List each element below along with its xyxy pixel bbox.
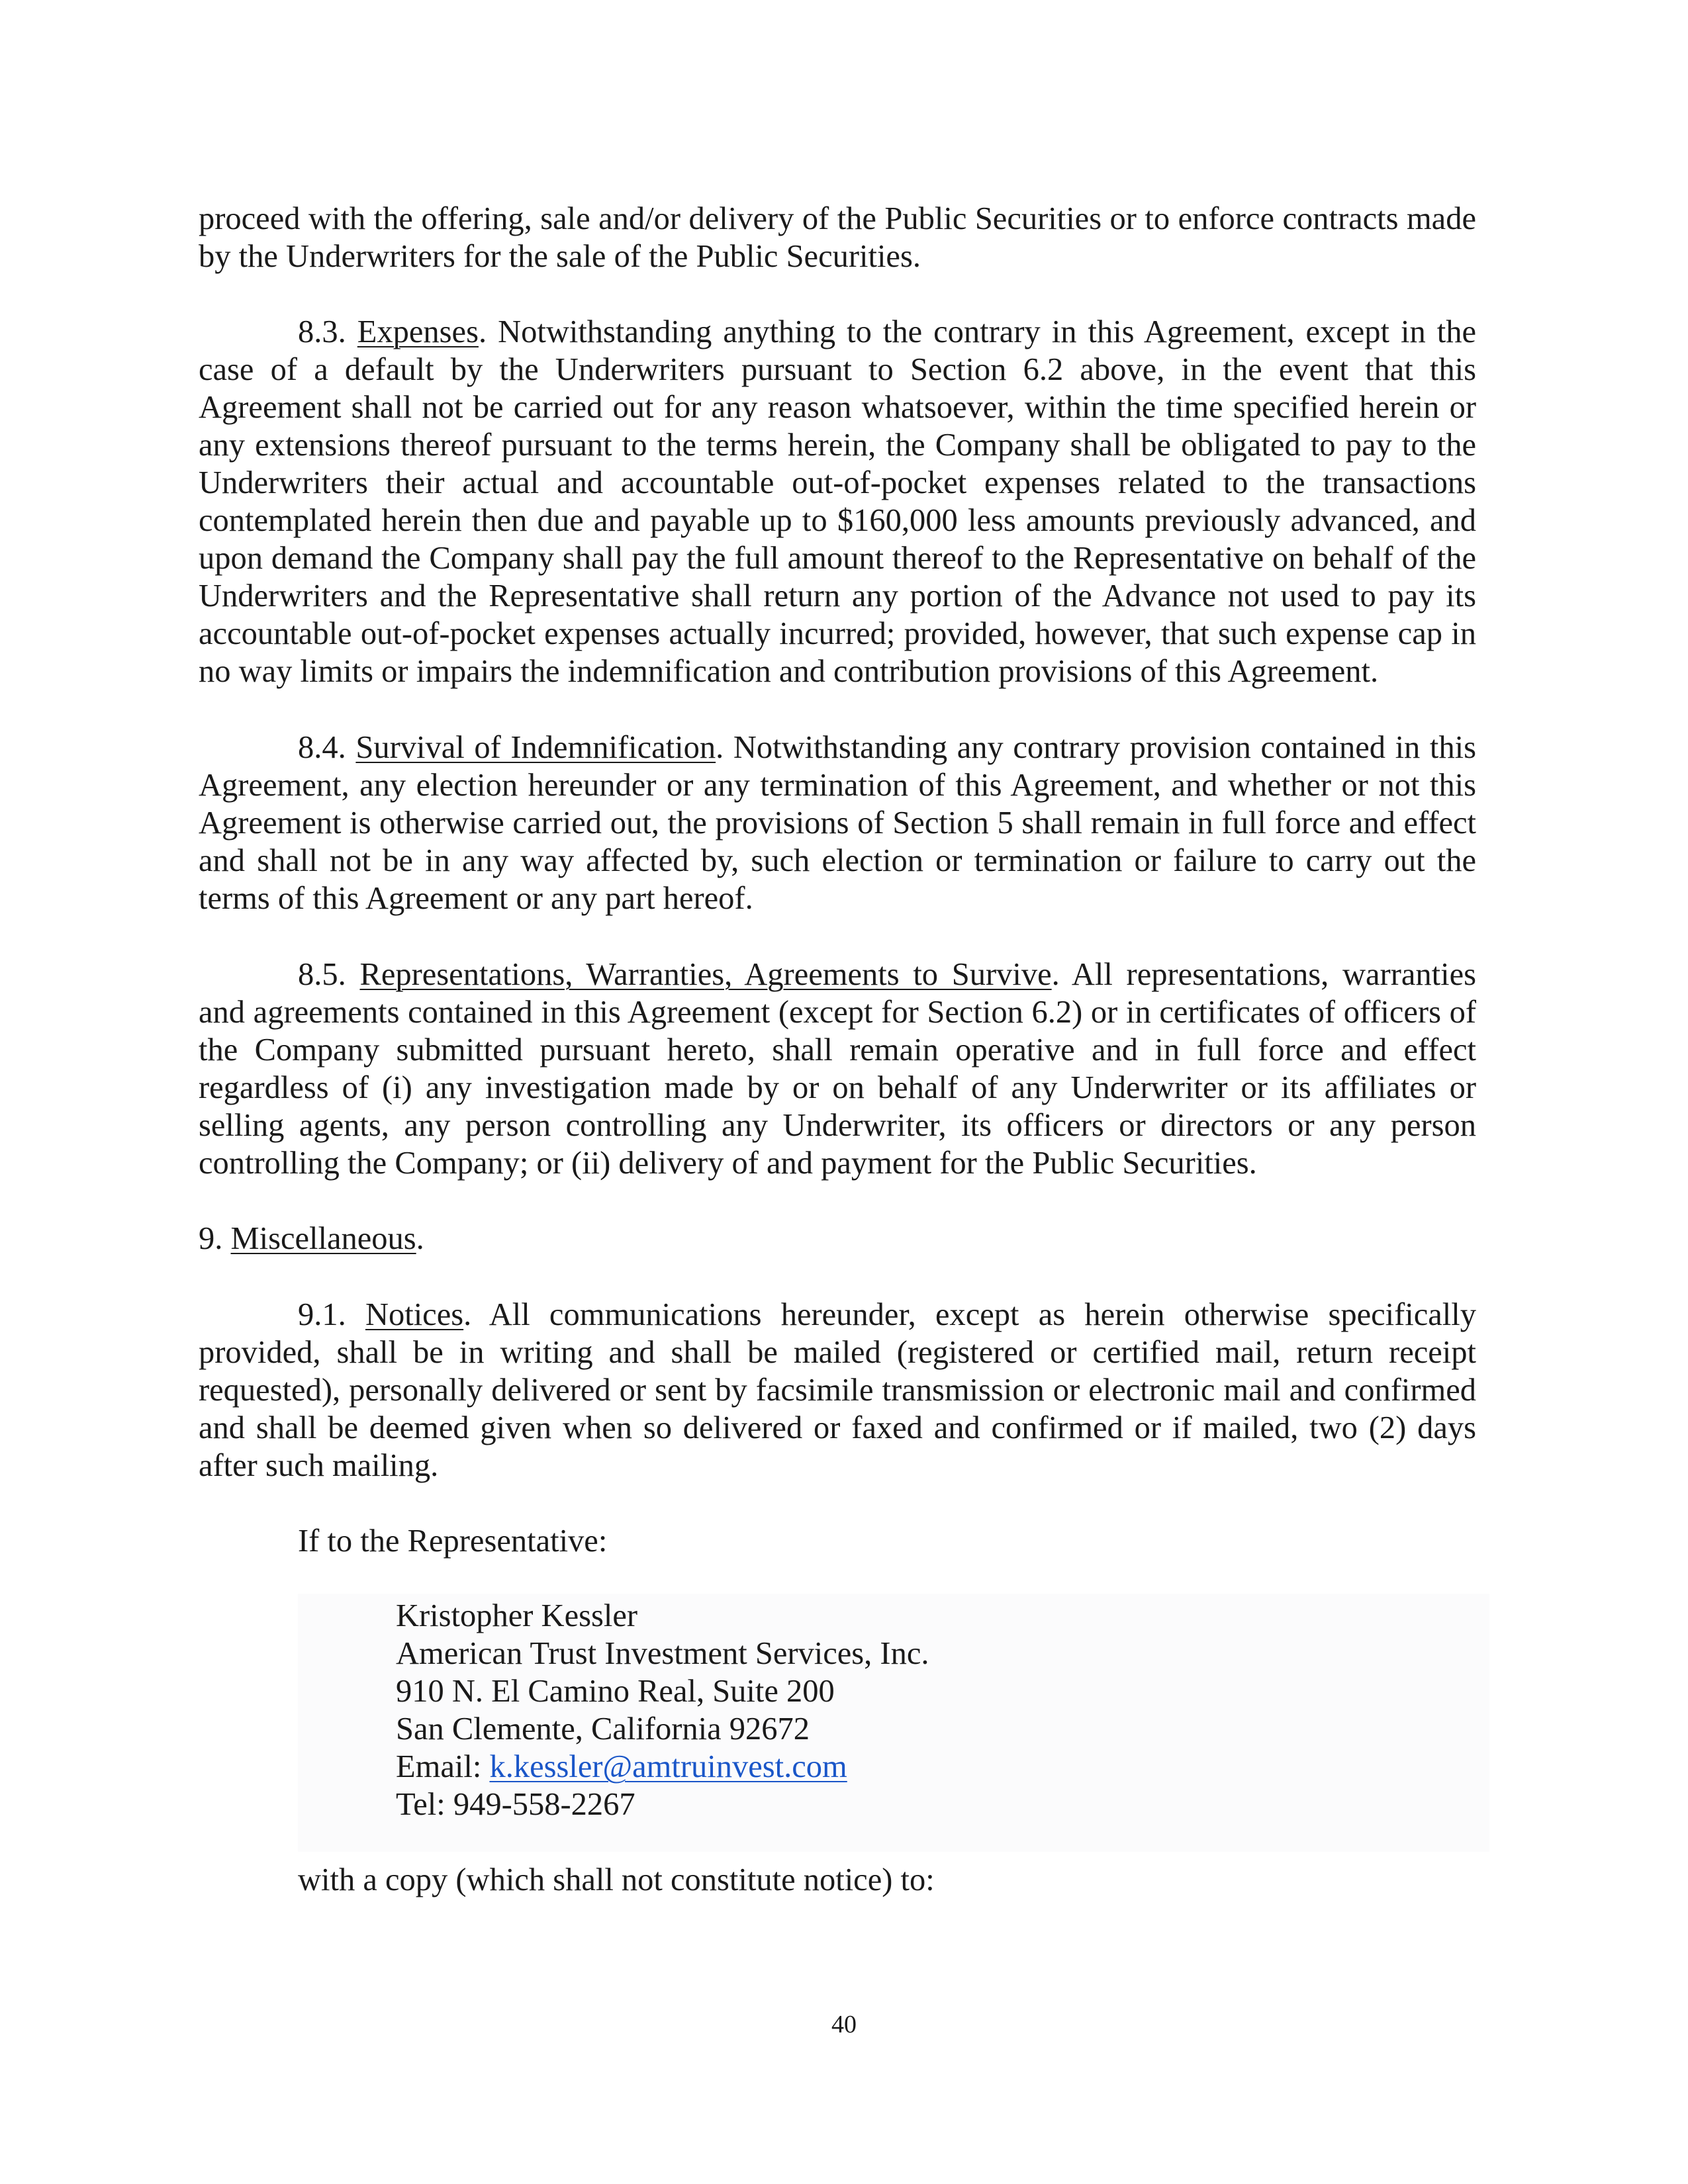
email-label: Email: — [396, 1749, 490, 1784]
notice-intro: If to the Representative: — [298, 1524, 608, 1559]
section-9-heading: Miscellaneous — [230, 1221, 416, 1256]
section-9-1-body: . All communications hereunder, except as herein otherwise specifically provided, shall be in writing and shall be mailed (registered or certified mail, return receipt requested), personally delivered or sent by facsimile transmission or electronic mail and confirmed and shall be deemed given when so delivered or faxed and confirmed or if mailed, two (2) days after such mailing. — [199, 1297, 1476, 1483]
section-8-5-paragraph — [199, 956, 1476, 1182]
continuation-text: proceed with the offering, sale and/or delivery of the Public Securities or to enforce contracts made by the Underwriters for the sale of the Public Securities. — [199, 201, 1476, 274]
recipient-company: American Trust Investment Services, Inc. — [396, 1636, 929, 1671]
section-8-4-paragraph — [199, 729, 1476, 917]
recipient-street: 910 N. El Camino Real, Suite 200 — [396, 1674, 835, 1709]
section-8-4-heading: Survival of Indemnification — [355, 730, 716, 765]
section-8-4-number: 8.4. — [298, 730, 356, 765]
section-8-4-body: . Notwithstanding any contrary provision contained in this Agreement, any election hereunder or any termination of this Agreement, and whether or not this Agreement is otherwise carried out, the provisions of Section 5 shall remain in full force and effect and shall not be in any way affected by, such election or termination or failure to carry out the terms of this Agreement or any part hereof. — [199, 730, 1476, 916]
section-9-number: 9. — [199, 1221, 231, 1256]
section-8-5-number: 8.5. — [298, 957, 360, 992]
continuation-paragraph — [199, 200, 1476, 275]
section-9-1-number: 9.1. — [298, 1297, 365, 1332]
copy-line: with a copy (which shall not constitute notice) to: — [298, 1862, 935, 1897]
section-8-3-body: . Notwithstanding anything to the contrary in this Agreement, except in the case of a default by the Underwriters pursuant to Section 6.2 above, in the event that this Agreement shall not be carried out for any reason whatsoever, within the time specified herein or any extensions thereof pursuant to the terms herein, the Company shall be obligated to pay to the Underwriters their actual and accountable out-of-pocket expenses related to the transactions contemplated herein then due and payable up to $160,000 less amounts previously advanced, and upon demand the Company shall pay the full amount thereof to the Representative on behalf of the Underwriters and the Representative shall return any portion of the Advance not used to pay its accountable out-of-pocket expenses actually incurred; provided, however, that such expense cap in no way limits or impairs the indemnification and contribution provisions of this Agreement. — [199, 314, 1477, 689]
section-9-trailing: . — [416, 1221, 424, 1256]
email-link[interactable]: k.kessler@amtruinvest.com — [489, 1749, 847, 1784]
page-number: 40 — [831, 2011, 857, 2038]
section-8-5-body: . All representations, warranties and agreements contained in this Agreement (except for Section 6.2) or in certificates of officers of the Company submitted pursuant hereto, shall remain operative and in full force and effect regardless of (i) any investigation made by or on behalf of any Underwriter or its affiliates or selling agents, any person controlling any Underwriter, its officers or directors or any person controlling the Company; or (ii) delivery of and payment for the Public Securities. — [199, 957, 1476, 1181]
recipient-email-line — [396, 1748, 847, 1786]
section-8-3-paragraph — [199, 313, 1476, 690]
section-8-5-heading: Representations, Warranties, Agreements to Survive — [359, 957, 1052, 992]
section-9-heading-line — [199, 1220, 424, 1257]
recipient-tel: Tel: 949-558-2267 — [396, 1787, 635, 1822]
recipient-city: San Clemente, California 92672 — [396, 1711, 810, 1747]
section-9-1-paragraph — [199, 1296, 1476, 1484]
section-8-3-heading: Expenses — [357, 314, 479, 349]
section-8-3-number: 8.3. — [298, 314, 357, 349]
recipient-name: Kristopher Kessler — [396, 1598, 638, 1633]
section-9-1-heading: Notices — [365, 1297, 464, 1332]
